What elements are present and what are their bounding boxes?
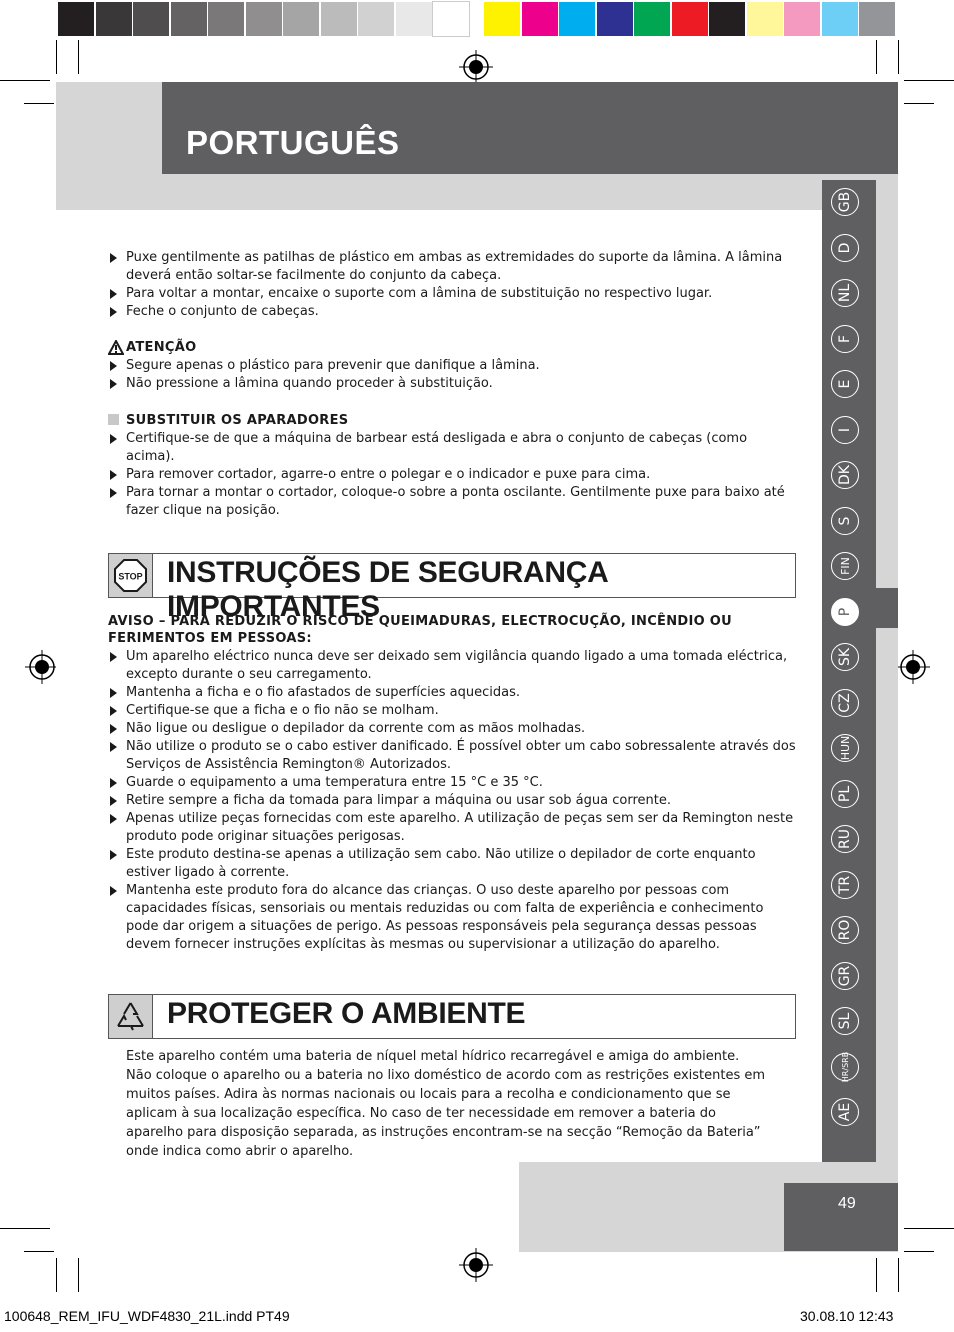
color-swatch [433,2,469,36]
color-swatch [208,2,244,36]
crop-mark [904,80,954,81]
language-tab-fin[interactable]: FIN [831,552,859,580]
footer-date: 30.08.10 12:43 [800,1308,894,1324]
crop-mark [78,1258,79,1292]
language-tab-dk[interactable]: DK [831,461,859,489]
list-item: Não pressione a lâmina quando proceder à substituição. [108,375,798,393]
safety-header [108,553,796,623]
registration-mark-icon [25,650,59,684]
environment-header [108,994,796,1039]
attention-section [108,339,798,393]
crop-mark [56,40,57,74]
color-swatch [822,2,858,36]
crop-mark [0,1228,50,1229]
list-item: Um aparelho eléctrico nunca deve ser deixado sem vigilância quando ligado a uma tomada eléctrica, excepto durante o seu carregamento. [108,648,798,684]
stop-icon-label: STOP [118,571,143,582]
list-item: Certifique-se de que a máquina de barbear está desligada e abra o conjunto de cabeças (como acima). [108,430,798,466]
color-swatch [321,2,357,36]
language-tab-f[interactable]: F [831,325,859,353]
safety-list [108,613,798,954]
list-item: Para tornar a montar o cortador, coloque-o sobre a ponta oscilante. Gentilmente puxe para baixo até fazer clique na posição. [108,484,798,520]
list-item: Não utilize o produto se o cabo estiver danificado. É possível obter um cabo sobressalente através dos Serviços de Assistência Remington® Autorizados. [108,738,798,774]
stop-icon-cell [109,554,153,597]
color-swatch [96,2,132,36]
crop-mark [56,1258,57,1292]
list-item: Segure apenas o plástico para prevenir que danifique a lâmina. [108,357,798,375]
color-swatch [634,2,670,36]
language-tab-ru[interactable]: RU [831,825,859,853]
registration-mark-icon [459,50,493,84]
list-item: Certifique-se que a ficha e o fio não se molham. [108,702,798,720]
color-swatch [171,2,207,36]
crop-mark [898,40,899,74]
footer-file: 100648_REM_IFU_WDF4830_21L.indd PT49 [4,1308,290,1324]
list-item: Este produto destina-se apenas a utilização sem cabo. Não utilize o depilador de corte enquanto estiver ligado à corrente. [108,846,798,882]
crop-mark [78,40,79,74]
header-panel [162,174,898,210]
trimmers-section [108,412,798,520]
page-title: PORTUGUÊS [186,124,400,161]
recycle-icon-cell [109,995,153,1038]
registration-mark-icon [459,1248,493,1282]
list-item: Puxe gentilmente as patilhas de plástico em ambas as extremidades do suporte da lâmina. A lâmina deverá então soltar-se facilmente do conjunto da cabeça. [108,249,798,285]
language-tab-hun[interactable]: HUN [831,734,859,762]
list-item: Para voltar a montar, encaixe o suporte com a lâmina de substituição no respectivo lugar. [108,285,798,303]
crop-mark [904,1228,954,1229]
attention-title: ATENÇÃO [126,340,197,355]
crop-mark [876,40,877,74]
color-swatch [859,2,895,36]
color-swatch [58,2,94,36]
crop-mark [904,1251,934,1252]
crop-mark [24,103,54,104]
color-swatch [784,2,820,36]
safety-warning: AVISO – PARA REDUZIR O RISCO DE QUEIMADURAS, ELECTROCUÇÃO, INCÊNDIO OU FERIMENTOS EM PESSOAS: [108,614,733,646]
color-swatch [358,2,394,36]
language-tab-pl[interactable]: PL [831,780,859,808]
language-tab-p[interactable]: P [831,598,859,626]
language-tab-ro[interactable]: RO [831,916,859,944]
crop-mark [0,80,50,81]
square-bullet-icon [108,414,119,425]
list-item: Para remover cortador, agarre-o entre o polegar e o indicador e puxe para cima. [108,466,798,484]
list-item: Feche o conjunto de cabeças. [108,303,798,321]
language-tab-sl[interactable]: SL [831,1007,859,1035]
trimmers-title: SUBSTITUIR OS APARADORES [126,413,349,428]
language-tab-i[interactable]: I [831,416,859,444]
header-panel [56,82,162,210]
registration-mark-icon [896,650,930,684]
language-tab-sk[interactable]: SK [831,643,859,671]
list-item: Retire sempre a ficha da tomada para limpar a máquina ou usar sob água corrente. [108,792,798,810]
crop-mark [898,1258,899,1292]
stop-icon [113,558,148,593]
color-swatch [283,2,319,36]
color-swatch [597,2,633,36]
language-tab-s[interactable]: S [831,507,859,535]
color-swatch [133,2,169,36]
environment-title: PROTEGER O AMBIENTE [167,997,526,1030]
language-tab-tr[interactable]: TR [831,871,859,899]
color-swatch [522,2,558,36]
language-tab-gb[interactable]: GB [831,188,859,216]
crop-mark [876,1258,877,1292]
language-tab-ae[interactable]: AE [831,1098,859,1126]
color-swatch [672,2,708,36]
page-number: 49 [838,1195,856,1212]
list-item: Não ligue ou desligue o depilador da corrente com as mãos molhadas. [108,720,798,738]
color-swatch [747,2,783,36]
color-swatch [246,2,282,36]
intro-list [108,249,798,321]
title-bar [162,82,898,174]
warning-icon [108,340,124,355]
language-tab-cz[interactable]: CZ [831,689,859,717]
language-tab-e[interactable]: E [831,370,859,398]
color-swatch [484,2,520,36]
list-item: Mantenha este produto fora do alcance das crianças. O uso deste aparelho por pessoas com capacidades físicas, sensoriais ou mentais reduzidas ou com falta de experiência e conhecimento pode dar origem a situações de perigo. As pessoas responsáveis pela segurança dessas pessoas devem fornecer instruções explícitas às mesmas ou supervisionar a utilização do aparelho. [108,882,798,954]
color-swatch [396,2,432,36]
list-item: Mantenha a ficha e o fio afastados de superfícies aquecidas. [108,684,798,702]
recycle-icon [113,999,148,1034]
language-tab-nl[interactable]: NL [831,279,859,307]
safety-title: INSTRUÇÕES DE SEGURANÇA IMPORTANTES [167,556,608,623]
list-item: Apenas utilize peças fornecidas com este aparelho. A utilização de peças sem ser da Remington neste produto pode originar situações perigosas. [108,810,798,846]
language-tab-gr[interactable]: GR [831,962,859,990]
color-swatch [709,2,745,36]
crop-mark [24,1251,54,1252]
color-swatch [559,2,595,36]
page-number-box [784,1183,898,1251]
language-tab-d[interactable]: D [831,234,859,262]
list-item: Guarde o equipamento a uma temperatura entre 15 °C e 35 °C. [108,774,798,792]
crop-mark [904,103,934,104]
language-tab-hr-srb[interactable]: HR/SRB [831,1053,859,1081]
environment-paragraph: Este aparelho contém uma bateria de níquel metal hídrico recarregável e amiga do ambiente. Não coloque o aparelho ou a bateria no lixo doméstico de acordo com as restrições existentes em muitos países. Adira às normas nacionais ou locais para a recolha e condicionamento que se aplicam à sua localização específica. No caso de ter necessidade em remover a bateria do aparelho para disposição separada, as instruções encontram-se na secção “Remoção da Bateria” onde indica como abrir o aparelho. [126,1049,766,1159]
